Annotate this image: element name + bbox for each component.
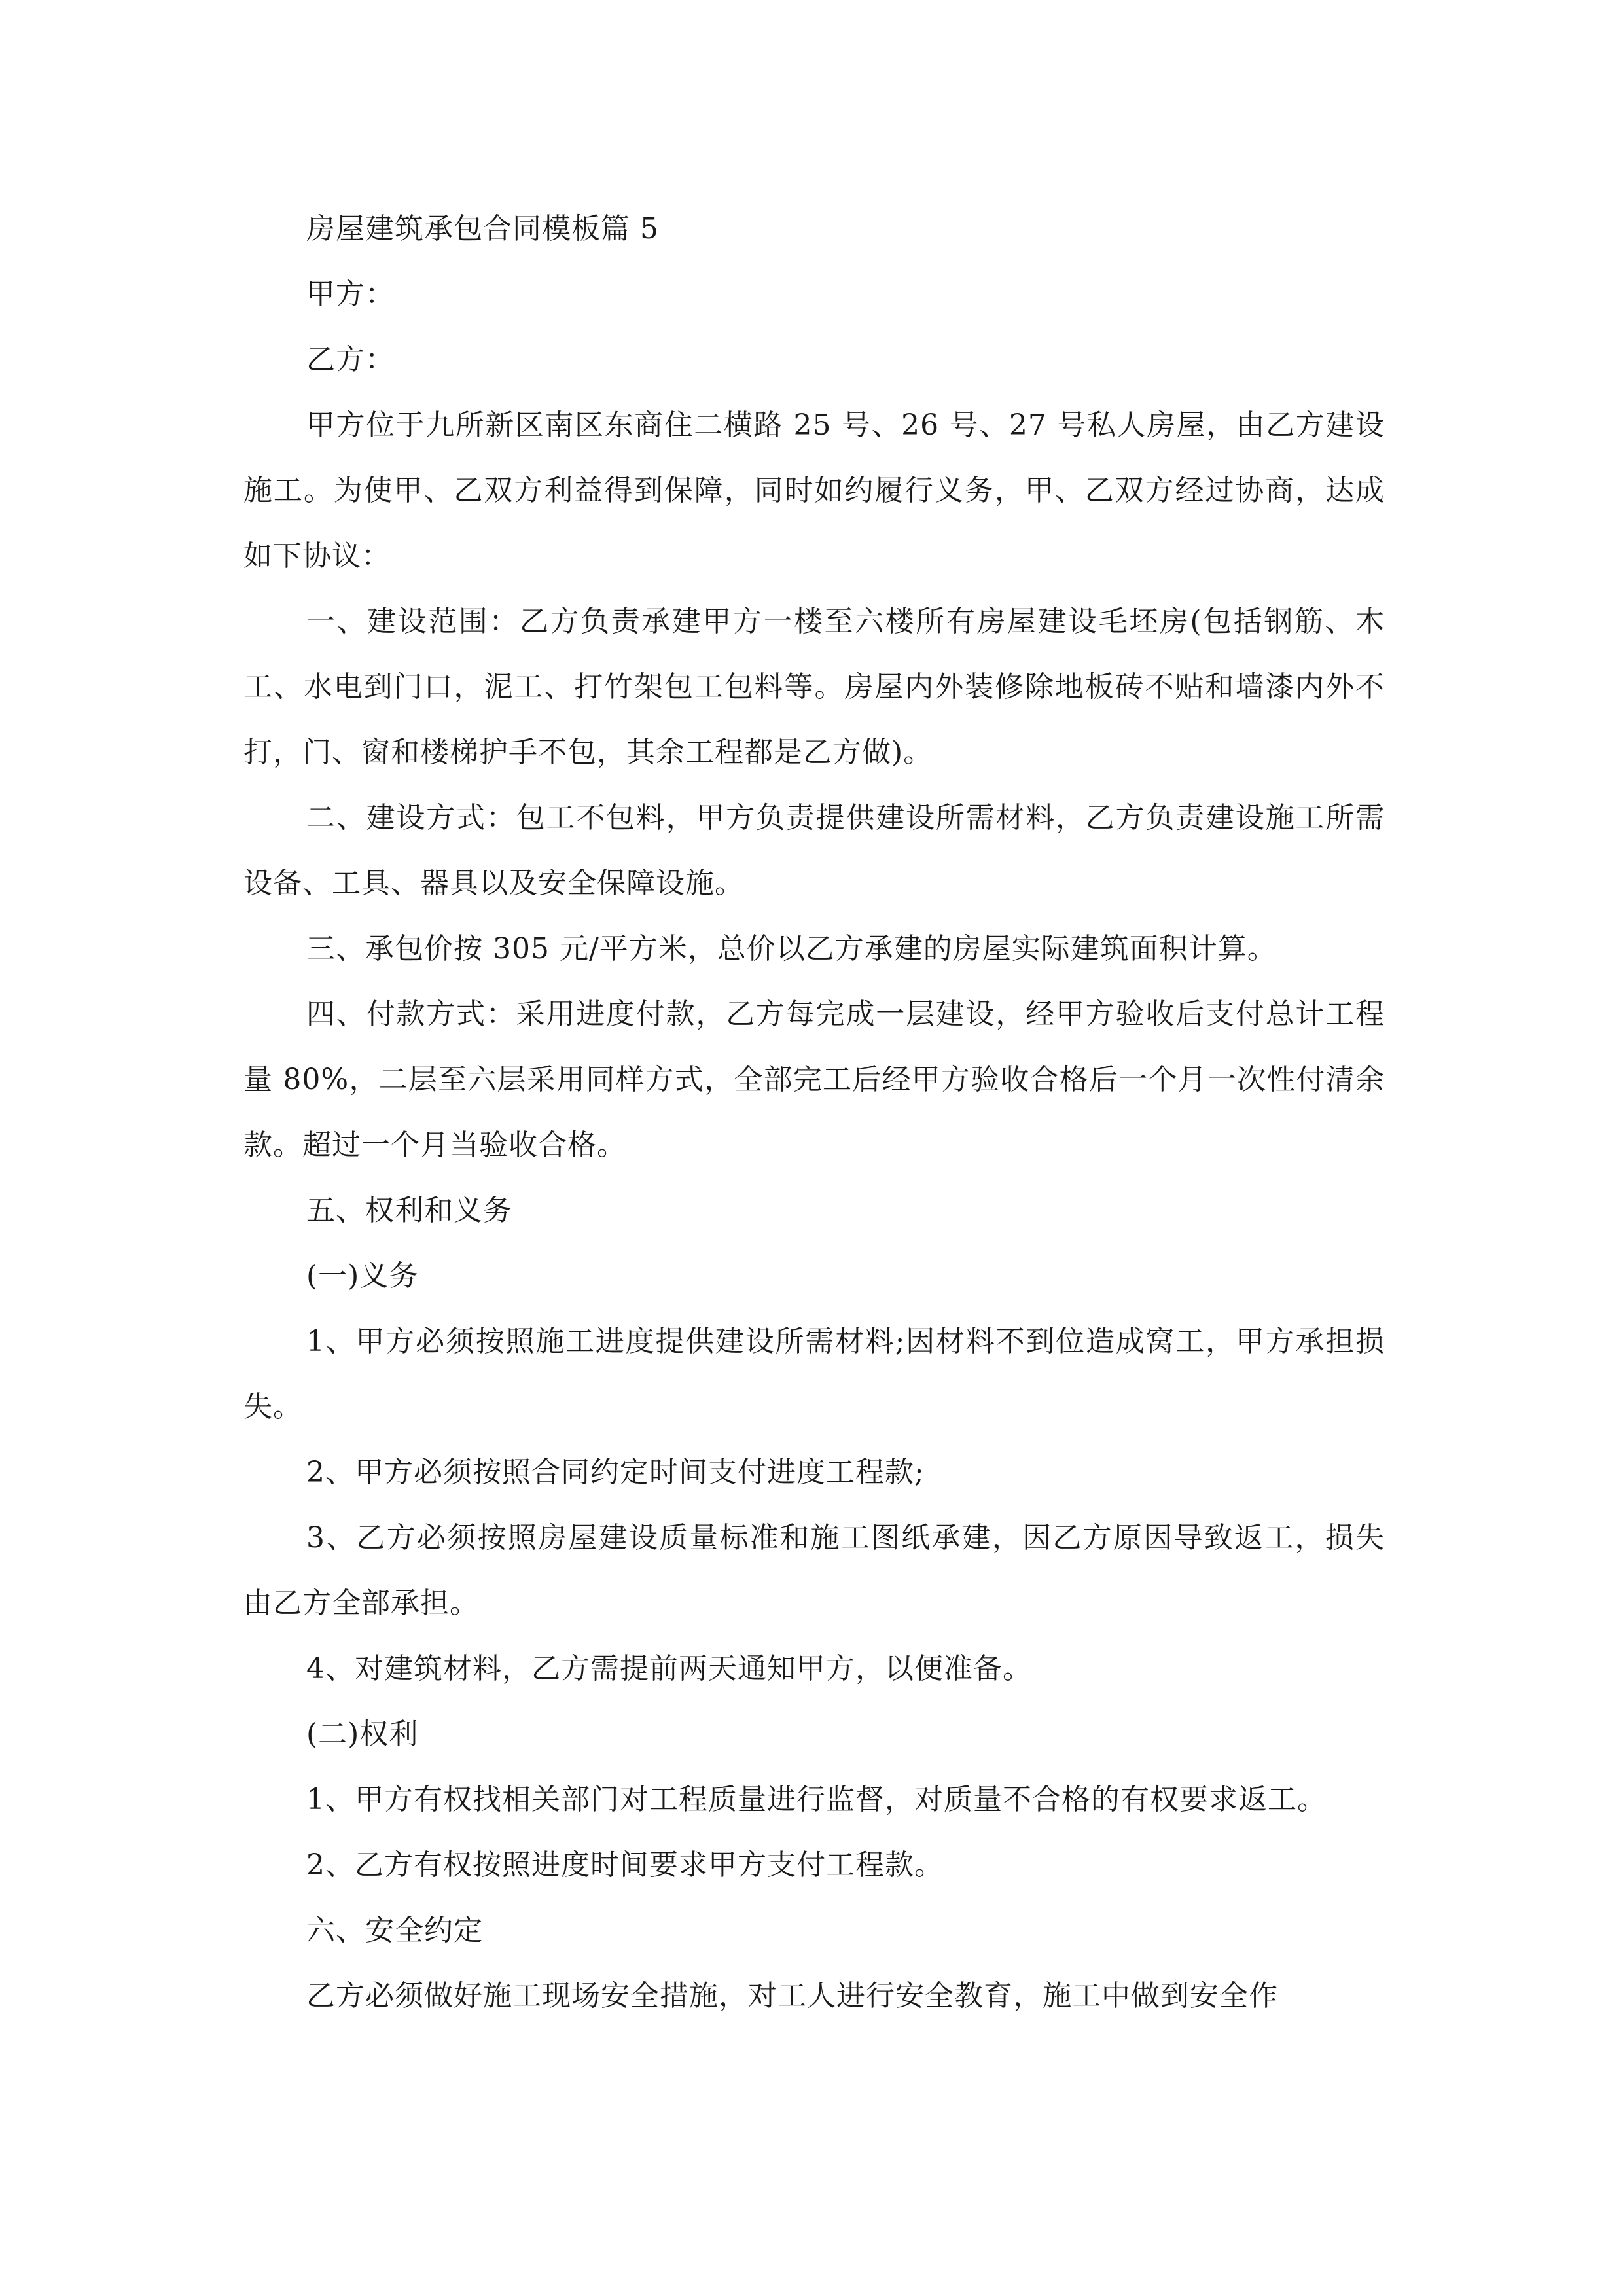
clause-contract-price: 三、承包价按 305 元/平方米，总价以乙方承建的房屋实际建筑面积计算。 [306,932,1277,965]
right-item-2: 2、乙方有权按照进度时间要求甲方支付工程款。 [306,1848,944,1882]
subheading-obligations: (一)义务 [306,1259,419,1293]
preamble-paragraph: 甲方位于九所新区南区东商住二横路 25 号、26 号、27 号私人房屋，由乙方建设施工。为使甲、乙双方利益得到保障，同时如约履行义务，甲、乙双方经过协商，达成如下协议： [243,408,1385,573]
clause-payment-method: 四、付款方式：采用进度付款，乙方每完成一层建设，经甲方验收后支付总计工程量 80%，二层至六层采用同样方式，全部完工后经甲方验收合格后一个月一次性付清余款。超过一个月当验收合格。 [243,997,1385,1162]
obligation-item-1: 1、甲方必须按照施工进度提供建设所需材料;因材料不到位造成窝工，甲方承担损失。 [243,1325,1385,1424]
safety-paragraph: 乙方必须做好施工现场安全措施，对工人进行安全教育，施工中做到安全作 [306,1979,1278,2013]
section-heading-rights-obligations: 五、权利和义务 [306,1194,512,1227]
obligation-item-3: 3、乙方必须按照房屋建设质量标准和施工图纸承建，因乙方原因导致返工，损失由乙方全部承担。 [243,1521,1385,1620]
clause-construction-method: 二、建设方式：包工不包料，甲方负责提供建设所需材料，乙方负责建设施工所需设备、工具、器具以及安全保障设施。 [243,801,1385,900]
document-body [243,196,1385,2029]
section-heading-safety: 六、安全约定 [306,1914,483,1947]
obligation-item-4: 4、对建筑材料，乙方需提前两天通知甲方，以便准备。 [306,1652,1032,1685]
party-a-line: 甲方： [306,278,395,311]
obligation-item-2: 2、甲方必须按照合同约定时间支付进度工程款; [306,1456,925,1489]
clause-construction-scope: 一、建设范围：乙方负责承建甲方一楼至六楼所有房屋建设毛坯房(包括钢筋、木工、水电到门口，泥工、打竹架包工包料等。房屋内外装修除地板砖不贴和墙漆内外不打，门、窗和楼梯护手不包，其余工程都是乙方做)。 [243,605,1385,769]
document-title: 房屋建筑承包合同模板篇 5 [306,212,659,245]
right-item-1: 1、甲方有权找相关部门对工程质量进行监督，对质量不合格的有权要求返工。 [306,1783,1327,1816]
party-b-line: 乙方： [306,343,395,376]
subheading-rights: (二)权利 [306,1717,419,1751]
